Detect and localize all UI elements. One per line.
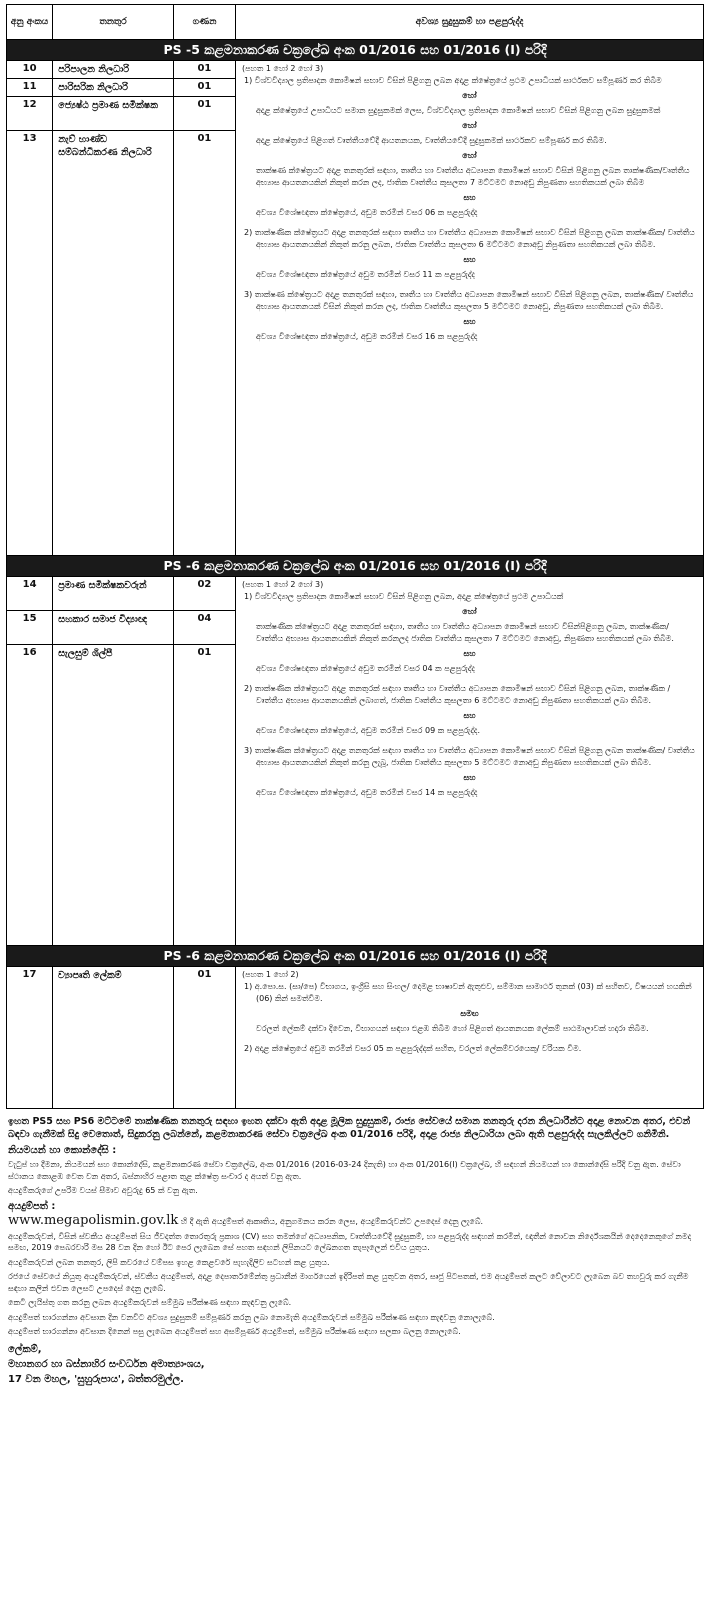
row-number: 16 xyxy=(7,645,53,945)
section-title: PS -6 කළමනාකරණ චක්‍රලේඛ අංක 01/2016 සහ 01/2016 (I) පරිදි xyxy=(7,555,704,576)
post-count: 04 xyxy=(173,611,235,645)
row-number: 13 xyxy=(7,131,53,555)
incomplete-text: අයදුම්පත් භාරගන්නා අවසාන දින වනවිට අවශ්‍ය සුදුසුකම් සම්පූර්ණ කරනු ලබා නොමැති අයදුම්කරුවන් සම්මුඛ පරීක්ෂණ සඳහා කැඳවනු නොලැබේ. xyxy=(8,1312,495,1322)
signature-block xyxy=(8,1342,701,1387)
qual-option-1: 1) අ.පො.ස. (සා/පෙ) විභාගය, ඉංග්‍රීසි සහ සිංහල/ දෙමළ භාෂාවන් ඇතුළුව, සම්මාන සාමාර්ථ තුනක් (03) ක් සහිතව, විෂයයන් හයකින් (06) කින් සමත්වීම. xyxy=(244,981,692,1003)
qual-experience: අවශ්‍ය විශේෂඥතා ක්ෂේත්‍රයේ, අඩුම තරමින් වසර 14 ක පළපුරුද්ද xyxy=(256,787,478,797)
website-line xyxy=(8,1215,701,1228)
section-body xyxy=(7,966,704,1108)
qual-intro: (පහත 1 හෝ 2) xyxy=(242,969,299,979)
qual-and: සහ xyxy=(463,255,476,264)
envelope-text: අයදුම්කරුවන් ලබන තනතුර, ලිපි කවරයේ වම්පස ඉහළ කෙළවරේ පැහැදිලිව සටහන් කළ යුතුය. xyxy=(8,1257,330,1267)
qual-experience: අවශ්‍ය විශේෂඥතා ක්ෂේත්‍රයේ, අඩුම තරමින් වසර 09 ක පළපුරුද්ද. xyxy=(256,725,481,735)
qualifications-cell xyxy=(236,61,704,556)
qualifications-cell xyxy=(236,576,704,945)
cv-text: අයදුම්කරුවන්, විසින් ස්වකීය අයදුම්පත් සිය ජීවදත්ත තොරතුරු ප්‍රකාශ (CV) සහ තමන්ගේ අධ්‍යාපනික, වෘත්තීයවේදී සුදුසුකම්, හා පළපුරුද්ද සඳහන් කරමින්, ඥාතීන් නොවන නිර්දේශකයින් දෙදෙනෙකුගේ නමද සමඟ, 2019 පෙබරවාරි මස 28 වන දින හෝ ඊට පෙර ලැබෙන සේ පහත සඳහන් ලිපිනයට ලේඛනගත තැපෑලෙන් එවිය යුතුය. xyxy=(8,1231,692,1252)
qual-intro: (පහත 1 හෝ 2 හෝ 3) xyxy=(242,579,324,589)
qualifications-text xyxy=(236,61,703,345)
qualifications-cell xyxy=(236,966,704,1108)
row-number: 17 xyxy=(7,966,53,1108)
post-name: නැව් භාණ්ඩ සම්බන්ධීකරණ නිලධාරි xyxy=(53,131,174,555)
post-name: සහකාර සමාජ විද්‍යාඥ xyxy=(53,611,174,645)
late-text: අයදුම්පත් භාරගන්නා අවසාන දිනෙන් පසු ලැබෙන අයදුම්පත් සහ අසම්පූර්ණ අයදුම්පත්, සම්මුඛ පරීක්ෂණ සඳහා සලකා බලනු නොලැබේ. xyxy=(8,1327,461,1336)
table-row xyxy=(7,577,235,611)
notes-section xyxy=(6,1109,703,1387)
posts-cell xyxy=(7,61,236,556)
qual-with: සමඟ xyxy=(460,1008,479,1018)
header-post: තනතුර xyxy=(53,5,174,40)
application-heading: අයදුම්පත් : xyxy=(8,1200,56,1212)
qual-text: අදාළ ක්ෂේත්‍රයේ උපාධියට සමාන සුදුසුකමක් ලෙස, විශ්වවිද්‍යාල ප්‍රතිපාදන කොමිෂන් සභාව විසින් පිළිගනු ලබන සුදුසුකමක් xyxy=(256,106,661,115)
qual-and: සහ xyxy=(463,317,476,326)
qual-and: සහ xyxy=(463,710,476,720)
row-number: 10 xyxy=(7,61,53,79)
qual-option-2: 2) තාක්ෂණික ක්ෂේත්‍රයට අදාළ තනතුරක් සඳහා තෘතීය හා වෘත්තීය අධ්‍යාපන කොමිෂන් සභාව විසින් පිළිගනු ලබන තාක්ෂණික/ වෘත්තීය අභ්‍යාස ආයතනයකින් නිකුත් කරනු ලබන, ජාතික වෘත්තීය කුසලතා 6 මට්ටමට නොඅඩු නිපුණතා සහතිකයක් ලබා තිබීම. xyxy=(244,228,695,249)
post-count: 01 xyxy=(173,97,235,131)
table-row xyxy=(7,645,235,945)
qual-or: හෝ xyxy=(462,91,477,100)
qual-and: සහ xyxy=(463,772,476,782)
qual-option-2: 2) තාක්ෂණික ක්ෂේත්‍රයට අදාළ තනතුරක් සඳහා තෘතීය හා වෘත්තීය අධ්‍යාපන කොමිෂන් සභාව විසින් පිළිගනු ලබන, තාක්ෂණික / වෘත්තීය අභ්‍යාස ආයතනයකින් ලබාගත්, ජාතික වෘත්තීය කුසලතා 6 මට්ටමට නොඅඩු නිපුණතා සහතිකයක් ලබා තිබීම. xyxy=(244,683,671,705)
post-count: 01 xyxy=(197,647,212,658)
post-name: ප්‍රමාණ සමීක්ෂකවරුන් xyxy=(53,577,174,611)
qual-or: හෝ xyxy=(462,121,477,130)
public-service-text: රජයේ සේවයේ නියුතු අයදුම්කරුවන්, ස්වකීය අයදුම්පත්, අදාළ දෙපාර්තමේන්තු ප්‍රධානීන් මාර්ගයෙන් ඉදිරිපත් කළ යුතුවන අතර, සෘජු පිටපතක්, එම අයදුම්පත් කලට වේලාවට ලැබෙන බව තහවුරු කර ගැනීම සඳහා කලින් එවන ලෙසට උපදෙස් දෙනු ලැබේ. xyxy=(8,1272,689,1293)
qual-or: හෝ xyxy=(462,606,477,616)
post-name: සැලසුම් ශිල්පී xyxy=(53,645,174,945)
table-row xyxy=(7,611,235,645)
qual-intro: (පහත 1 හෝ 2 හෝ 3) xyxy=(242,64,324,73)
signature-title: ලේකම්, xyxy=(8,1343,42,1355)
post-name: පරිපාලන නිලධාරි xyxy=(53,61,174,79)
table-row xyxy=(7,61,235,79)
section-title: PS -6 කළමනාකරණ චක්‍රලේඛ අංක 01/2016 සහ 01/2016 (I) පරිදි xyxy=(7,945,704,966)
table-header-row xyxy=(7,5,704,40)
terms-text: වැටුප් හා දීමනා, නියමයන් සහ කොන්දේසි, කළමනාකරණ සේවා චක්‍රලේඛ, අංක 01/2016 (2016-03-24 දිනැති) හා අංක 01/2016(I) චක්‍රලේඛ, හි සඳහන් නියමයන් හා කොන්දේසි පරිදි වනු ඇත. සේවා ස්ථානය කොළඹ වෙත වන අතර, බස්නාහිර පළාත තුළ ක්ෂේත්‍ර සංචාර ද අයත් වනු ඇත. xyxy=(8,1160,681,1181)
vacancy-table xyxy=(6,4,704,1109)
header-qualifications: අවශ්‍ය සුදුසුකම් හා පළපුරුද්ද xyxy=(236,5,704,40)
row-number: 11 xyxy=(7,79,53,97)
post-name: ව්‍යාපෘති ලේකම් xyxy=(53,966,174,1108)
ps-note: ඉහත PS5 සහ PS6 මට්ටමේ තාක්ෂණික තනතුරු සඳහා ඉහත දක්වා ඇති අදාළ මූලික සුදුසුකම්, රාජ්‍ය සේවයේ සමාන තනතුරු දරන නිලධාරීන්ට අදාළ නොවන අතර, එවන් බඳවා ගැනීමක් සිදු වෙතොත්, සිදුකරනු ලබන්නේ, කළමනාකරණ සේවා චක්‍රලේඛ අංක 01/2016 පරිදි, අදාළ රාජ්‍ය නිලධාරියා ලබා ඇති පළපුරුද්ද සැලකිල්ලට ගනිමිනි. xyxy=(8,1115,691,1140)
posts-list xyxy=(7,61,235,555)
post-count: 02 xyxy=(173,577,235,611)
qual-and: සහ xyxy=(463,193,476,202)
qual-option-3: 3) තාක්ෂණ ක්ෂේත්‍රයට අදාළ තනතුරක් සඳහා, තෘතීය හා වෘත්තීය අධ්‍යාපන කොමිෂන් සභාව විසින් පිළිගනු ලබන, තාක්ෂණික/ වෘත්තීය අභ්‍යාස ආයතනයක් විසින් නිකුත් කරන ලද, ජාතික වෘත්තීය කුසලතා 5 මට්ටමට නොඅඩු, නිපුණතා සහතිකයක් ලබා තිබීම. xyxy=(244,290,694,311)
qual-experience: අවශ්‍ය විශේෂඥතා ක්ෂේත්‍රයේ අඩුම තරමින් වසර 11 ක පළපුරුද්ද xyxy=(256,270,475,279)
row-number: 14 xyxy=(7,577,53,611)
qual-and: සහ xyxy=(463,648,476,658)
header-no: අනු අංකය xyxy=(7,5,53,40)
qual-option-1: 1) විශ්වවිද්‍යාල ප්‍රතිපාදන කොමිෂන් සභාව විසින් පිළිගනු ලබන, අදාළ ක්ෂේත්‍රයේ ප්‍රථම උපාධියක් xyxy=(244,591,564,601)
website-text: හි දී ඇති අයදුම්පත් ආකෘතිය, අනුගමනය කරන ලෙස, අයදුම්කරුවන්ට උපදෙස් දෙනු ලැබේ. xyxy=(180,1217,484,1226)
signature-address: 17 වන මහල, 'සුහුරුපාය', බත්තරමුල්ල. xyxy=(8,1373,184,1385)
section-body xyxy=(7,61,704,556)
posts-cell xyxy=(7,576,236,945)
qual-text: අදාළ ක්ෂේත්‍රයේ පිළිගත් වෘත්තීයවේදී ආයතනයක, වෘත්තීයවේදී සුදුසුකමක් සාර්ථකව සම්පූර්ණ කර තිබීම. xyxy=(256,136,607,145)
post-count: 01 xyxy=(197,133,212,144)
post-name: ජ්‍යෙෂ්ඨ ප්‍රමාණ සමීක්ෂක xyxy=(53,97,174,131)
section-title: PS -5 කළමනාකරණ චක්‍රලේඛ අංක 01/2016 සහ 01/2016 (I) පරිදි xyxy=(7,40,704,61)
qualifications-text xyxy=(236,577,703,801)
terms-heading: නියමයන් හා කොන්දේසි : xyxy=(8,1144,117,1156)
qual-text: වරලත් ලේකම් දක්වා දිවෙන, විභාගයන් සඳහා එළඹ තිබීම හෝ පිළිගත් ආයතනයක ලේකම් පාඨමාලාවක් හදාරා තිබීම. xyxy=(256,1023,649,1033)
post-count: 01 xyxy=(173,61,235,79)
posts-list xyxy=(7,577,235,945)
post-name: පාරිසරික නිලධාරි xyxy=(53,79,174,97)
header-count: ගණන xyxy=(174,5,236,40)
age-text: අයදුම්කරුගේ උපරිම වයස් සීමාව අවුරුදු 65 ක් වනු ඇත. xyxy=(8,1186,198,1195)
section-band-ps5 xyxy=(7,40,704,61)
qual-option-1: 1) විශ්වවිද්‍යාල ප්‍රතිපාදන කොමිෂන් සභාව විසින් පිළිගනු ලබන අදාළ ක්ෂේත්‍රයේ ප්‍රථම උපාධියක් සාර්ථකව සම්පූර්ණ කර තිබීම xyxy=(244,76,662,85)
website-link[interactable]: www.megapolismin.gov.lk xyxy=(8,1213,179,1228)
qual-option-2: 2) අදාළ ක්ෂේත්‍රයේ අඩුම තරමින් වසර 05 ක පළපුරුද්දක් සහිත, වරලත් ලේකම්වරයෙකු/ වරියක වීම. xyxy=(244,1043,582,1053)
qual-experience: අවශ්‍ය විශේෂඥතා ක්ෂේත්‍රයේ අඩුම තරමින් වසර 04 ක පළපුරුද්ද xyxy=(256,663,475,673)
section-body xyxy=(7,576,704,945)
row-number: 15 xyxy=(7,611,53,645)
shortlist-text: කෙටි ලැයිස්තු ගත කරනු ලබන අයදුම්කරුවන් සම්මුඛ පරීක්ෂණ සඳහා කැඳවනු ලැබේ. xyxy=(8,1298,292,1307)
post-count: 01 xyxy=(173,79,235,97)
table-row xyxy=(7,131,235,555)
section-band-ps6 xyxy=(7,555,704,576)
qual-or: හෝ xyxy=(462,151,477,160)
post-count: 01 xyxy=(174,966,236,1108)
signature-ministry: මහානගර හා බස්නාහිර සංවර්ධන අමාත්‍යාංශය, xyxy=(8,1358,205,1370)
qual-text: තාක්ෂණික ක්ෂේත්‍රයට අදාළ තනතුරක් සඳහා, තෘතීය හා වෘත්තීය අධ්‍යාපන කොමිෂන් සභාව විසින්පිළිගනු ලබන, තාක්ෂණික/ වෘත්තීය අභ්‍යාස ආයතනයකින් නිකුත් කරනලද ජාතික වෘත්තීය කුසලතා 7 මට්ටමට නොඅඩු, නිපුණතා සහතිකයක් ලබා තිබීම. xyxy=(256,621,674,643)
section-band-ps6-secretary xyxy=(7,945,704,966)
table-row xyxy=(7,79,235,97)
row-number: 12 xyxy=(7,97,53,131)
qual-text: තාක්ෂණ ක්ෂේත්‍රයට අදාළ තනතුරක් සඳහා, තෘතීය හා වෘත්තීය අධ්‍යාපන කොමිෂන් සභාව විසින් පිළිගනු ලබන තාක්ෂණික/වෘත්තීය අභ්‍යාස ආයතනයකින් නිකුත් කරන ලද, ජාතික වෘත්තීය කුසලතා 7 මට්ටමට නොඅඩු නිපුණතා සහතිකයක් ලබා තිබීම xyxy=(256,166,690,187)
qualifications-text xyxy=(236,967,703,1057)
qual-experience: අවශ්‍ය විශේෂඥතා ක්ෂේත්‍රයේ, අඩුම තරමින් වසර 06 ක පළපුරුද්ද xyxy=(256,208,478,217)
vacancy-document xyxy=(6,4,703,1387)
qual-experience: අවශ්‍ය විශේෂඥතා ක්ෂේත්‍රයේ, අඩුම තරමින් වසර 16 ක පළපුරුද්ද xyxy=(256,332,478,341)
table-row xyxy=(7,97,235,131)
qual-option-3: 3) තාක්ෂණික ක්ෂේත්‍රයට අදාළ තනතුරක් සඳහා තෘතීය හා වෘත්තීය අධ්‍යාපන කොමිෂන් සභාව විසින් පිළිගනු ලබන තාක්ෂණික/ වෘත්තීය අභ්‍යාස ආයතනයකින් නිකුත් කරනු ලැබූ, ජාතික වෘත්තීය කුසලතා 5 මට්ටමට නොඅඩු නිපුණතා සහතිකයක් ලබා තිබීම. xyxy=(244,745,695,767)
